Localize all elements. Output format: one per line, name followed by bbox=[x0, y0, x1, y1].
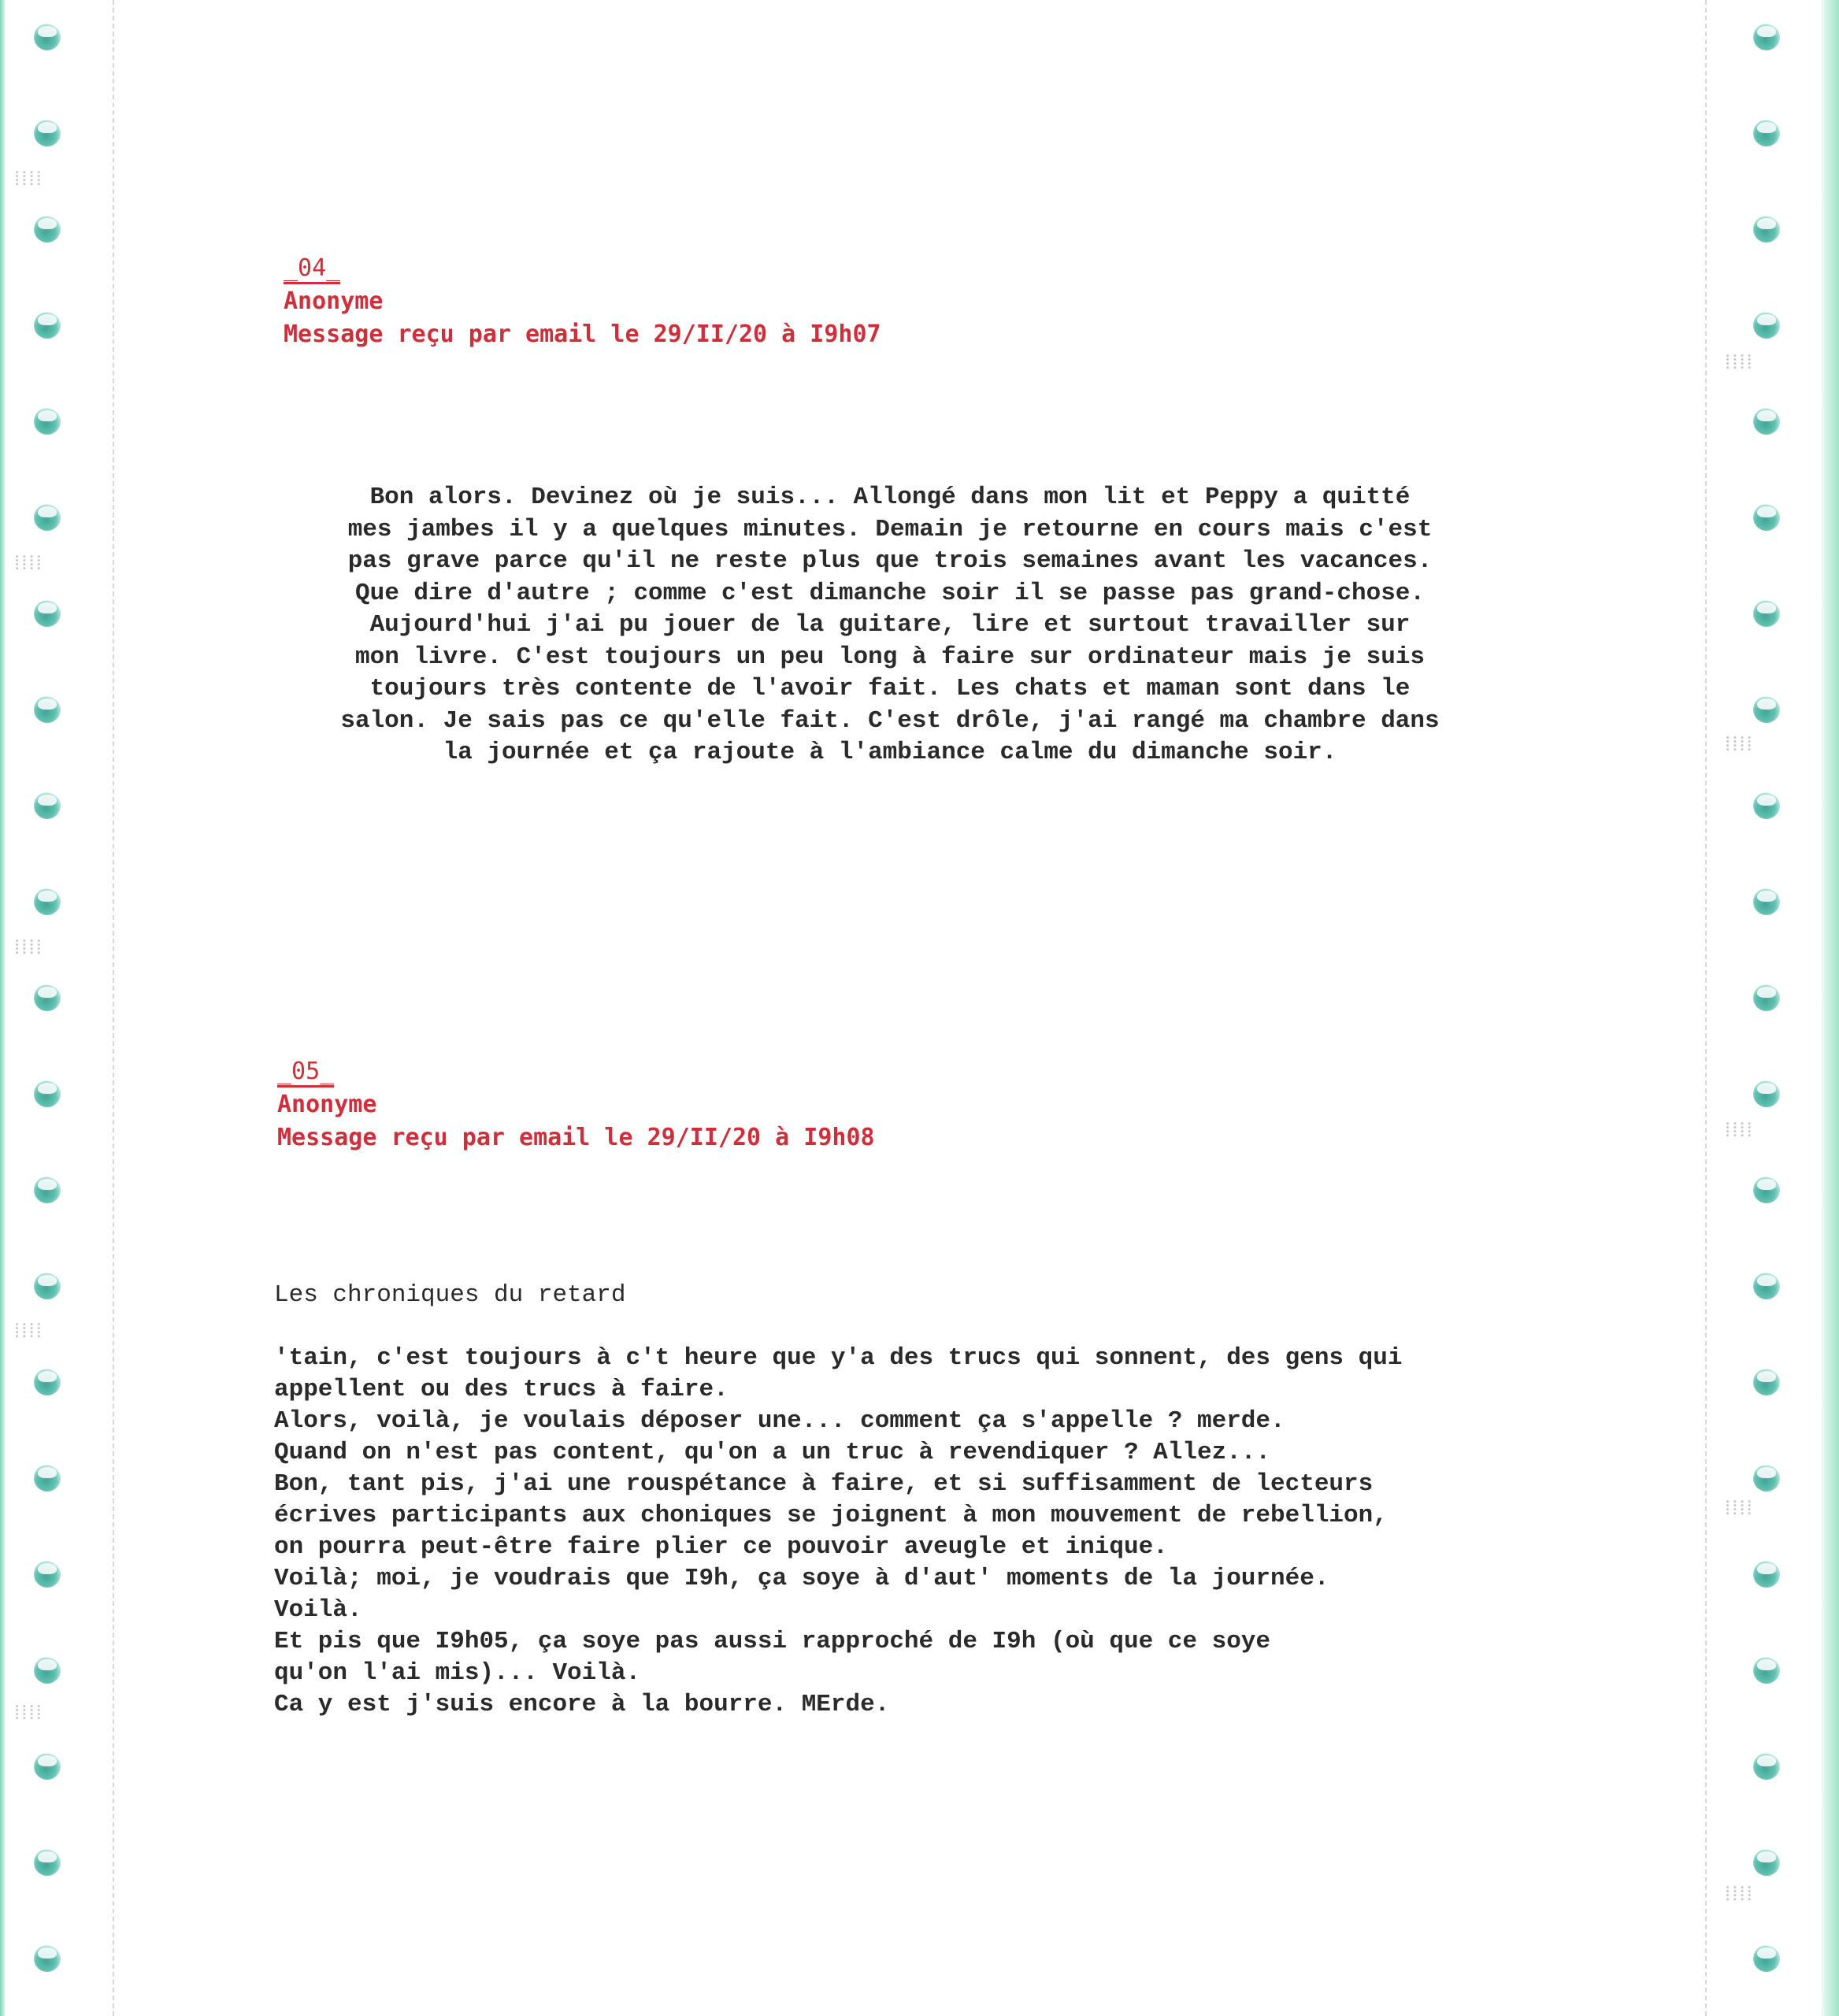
text-line: la journée et ça rajoute à l'ambiance calme du dimanche soir. bbox=[443, 739, 1337, 766]
text-line: salon. Je sais pas ce qu'elle fait. C'est drôle, j'ai rangé ma chambre dans bbox=[340, 706, 1440, 735]
tractor-hole bbox=[1753, 1657, 1780, 1684]
text-line: Alors, voilà, je voulais déposer une... comment ça s'appelle ? merde. bbox=[274, 1407, 1285, 1435]
tractor-hole bbox=[34, 1657, 61, 1684]
entry-author: Anonyme bbox=[277, 1091, 377, 1118]
tractor-hole bbox=[34, 408, 61, 435]
perforation-tick-marks: ⁞⁞⁞⁞ bbox=[1725, 350, 1754, 374]
left-perforation-line bbox=[113, 0, 114, 2016]
tractor-hole bbox=[1753, 408, 1780, 435]
text-line: Aujourd'hui j'ai pu jouer de la guitare, lire et surtout travailler sur bbox=[369, 611, 1411, 639]
text-line: qu'on l'ai mis)... Voilà. bbox=[274, 1659, 641, 1687]
tractor-hole bbox=[1753, 792, 1780, 819]
tractor-hole bbox=[1753, 120, 1780, 146]
tractor-hole bbox=[34, 1561, 61, 1588]
tractor-hole bbox=[1753, 1465, 1780, 1492]
entry-05-header bbox=[277, 1055, 875, 1154]
text-line: Voilà; moi, je voudrais que I9h, ça soye à d'aut' moments de la journée. bbox=[274, 1565, 1329, 1592]
perforation-tick-marks: ⁞⁞⁞⁞ bbox=[1725, 1496, 1754, 1520]
perforation-tick-marks: ⁞⁞⁞⁞ bbox=[1725, 1882, 1754, 1906]
tractor-hole bbox=[34, 1273, 61, 1299]
tractor-hole bbox=[34, 24, 61, 50]
text-line: mes jambes il y a quelques minutes. Demain je retourne en cours mais c'est bbox=[347, 515, 1433, 543]
perforation-tick-marks: ⁞⁞⁞⁞ bbox=[1725, 1118, 1754, 1142]
text-line: appellent ou des trucs à faire. bbox=[274, 1376, 729, 1403]
tractor-hole bbox=[34, 1753, 61, 1780]
tractor-hole bbox=[1753, 696, 1780, 723]
tractor-hole bbox=[34, 1369, 61, 1395]
tractor-hole bbox=[1753, 24, 1780, 50]
perforation-tick-marks: ⁞⁞⁞⁞ bbox=[1725, 732, 1754, 756]
tractor-hole bbox=[1753, 216, 1780, 243]
entry-title: Les chroniques du retard bbox=[274, 1281, 626, 1309]
text-line: écrives participants aux choniques se joignent à mon mouvement de rebellion, bbox=[274, 1502, 1388, 1529]
text-line: Bon alors. Devinez où je suis... Allongé dans mon lit et Peppy a quitté bbox=[369, 484, 1411, 511]
tractor-hole bbox=[34, 120, 61, 146]
entry-author: Anonyme bbox=[284, 287, 384, 315]
entry-meta: Message reçu par email le 29/II/20 à I9h07 bbox=[284, 321, 881, 348]
tractor-hole bbox=[34, 1177, 61, 1203]
left-paper-edge bbox=[0, 0, 5, 2016]
tractor-hole bbox=[34, 312, 61, 339]
tractor-hole bbox=[1753, 1080, 1780, 1107]
perforation-tick-marks: ⁞⁞⁞⁞ bbox=[14, 1701, 43, 1725]
tractor-hole bbox=[34, 216, 61, 243]
entry-number: _04_ bbox=[284, 254, 341, 282]
text-line: on pourra peut-être faire plier ce pouvoir aveugle et inique. bbox=[274, 1533, 1168, 1561]
tractor-hole bbox=[34, 600, 61, 627]
entry-number: _05_ bbox=[277, 1058, 335, 1085]
text-line: Ca y est j'suis encore à la bourre. MErde. bbox=[274, 1691, 890, 1718]
tractor-hole bbox=[34, 1945, 61, 1972]
text-line: Bon, tant pis, j'ai une rouspétance à faire, et si suffisamment de lecteurs bbox=[274, 1470, 1374, 1498]
text-line: Que dire d'autre ; comme c'est dimanche soir il se passe pas grand-chose. bbox=[354, 579, 1426, 607]
text-line: Quand on n'est pas content, qu'on a un truc à revendiquer ? Allez... bbox=[274, 1439, 1271, 1466]
tractor-hole bbox=[34, 696, 61, 723]
perforation-tick-marks: ⁞⁞⁞⁞ bbox=[14, 936, 43, 959]
tractor-hole bbox=[1753, 1945, 1780, 1972]
tractor-hole bbox=[1753, 312, 1780, 339]
tractor-hole bbox=[1753, 984, 1780, 1011]
entry-04-body bbox=[276, 482, 1504, 769]
tractor-hole bbox=[34, 1849, 61, 1876]
text-line: mon livre. C'est toujours un peu long à faire sur ordinateur mais je suis bbox=[354, 643, 1426, 671]
entry-04-header bbox=[284, 252, 881, 351]
text-line: toujours très contente de l'avoir fait. Les chats et maman sont dans le bbox=[369, 675, 1411, 702]
text-line: Et pis que I9h05, ça soye pas aussi rapproché de I9h (où que ce soye bbox=[274, 1628, 1271, 1655]
tractor-hole bbox=[1753, 600, 1780, 627]
perforation-tick-marks: ⁞⁞⁞⁞ bbox=[14, 551, 43, 575]
perforation-tick-marks: ⁞⁞⁞⁞ bbox=[14, 167, 43, 191]
entry-meta: Message reçu par email le 29/II/20 à I9h08 bbox=[277, 1124, 875, 1151]
tractor-hole bbox=[1753, 1561, 1780, 1588]
text-line: pas grave parce qu'il ne reste plus que trois semaines avant les vacances. bbox=[347, 547, 1433, 575]
tractor-hole bbox=[34, 888, 61, 915]
tractor-hole bbox=[34, 1080, 61, 1107]
tractor-hole bbox=[1753, 504, 1780, 531]
tractor-hole bbox=[34, 1465, 61, 1492]
text-line: Voilà. bbox=[274, 1596, 362, 1624]
text-line: 'tain, c'est toujours à c't heure que y'a des trucs qui sonnent, des gens qui bbox=[274, 1344, 1403, 1372]
tractor-hole bbox=[1753, 1369, 1780, 1395]
tractor-hole bbox=[1753, 1753, 1780, 1780]
tractor-hole bbox=[1753, 1177, 1780, 1203]
tractor-hole bbox=[1753, 1849, 1780, 1876]
perforation-tick-marks: ⁞⁞⁞⁞ bbox=[14, 1319, 43, 1343]
tractor-hole bbox=[34, 792, 61, 819]
tractor-hole bbox=[1753, 1273, 1780, 1299]
right-perforation-line bbox=[1705, 0, 1707, 2016]
right-paper-edge bbox=[1822, 0, 1839, 2016]
tractor-hole bbox=[1753, 888, 1780, 915]
tractor-hole bbox=[34, 504, 61, 531]
tractor-hole bbox=[34, 984, 61, 1011]
entry-05-body bbox=[274, 1280, 1518, 1721]
